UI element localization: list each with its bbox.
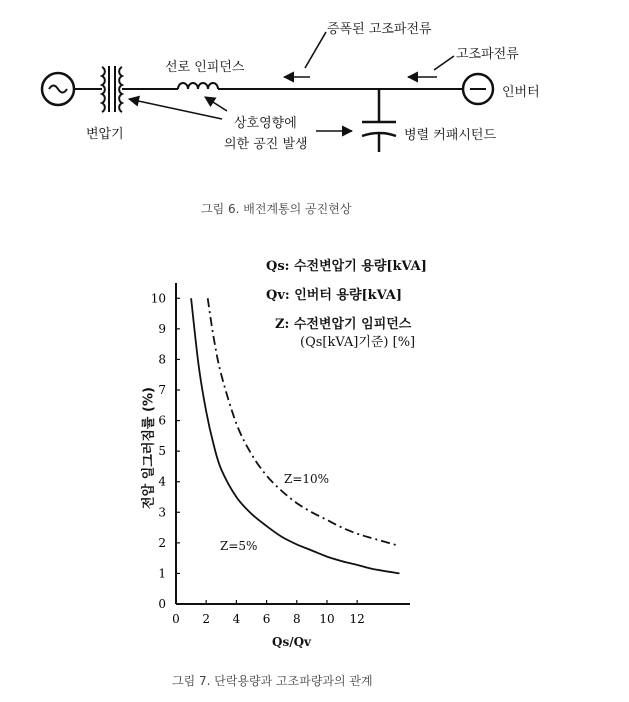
annotation-z10: Z=10% [284,472,330,486]
legend-z: Z: 수전변압기 임피던스 [275,317,412,332]
transformer-label: 변압기 [86,127,124,142]
y-axis-label: 전압 일그러짐률 (%) [141,387,157,509]
interaction-label-line1: 상호영향에 [234,116,297,131]
y-tick-label: 4 [158,474,166,489]
x-tick-label: 12 [349,612,365,626]
line-impedance-label: 선로 인피던스 [165,60,245,75]
interaction-label-line2: 의한 공진 발생 [224,137,308,152]
y-tick-label: 3 [158,505,166,520]
parallel-capacitor-label: 병렬 커패시턴드 [404,128,497,143]
y-tick-label: 6 [158,413,166,428]
legend-qv: Qv: 인버터 용량[kVA] [266,288,402,303]
figure-7-caption: 그림 7. 단락용량과 고조파량과의 관계 [172,674,373,688]
y-tick-label: 0 [158,597,166,611]
x-tick-label: 2 [202,612,211,626]
x-tick-label: 0 [172,612,180,626]
annotation-z5: Z=5% [220,539,258,553]
legend-qs: Qs: 수전변압기 용량[kVA] [266,259,427,274]
y-tick-label: 10 [150,291,166,306]
amplified-harmonic-label: 증폭된 고조파전류 [327,22,432,37]
figure-6-caption: 그림 6. 배전계통의 공진현상 [201,202,352,216]
y-tick-label: 9 [158,321,166,336]
y-tick-label: 8 [158,352,166,367]
x-axis-label: Qs/Qv [272,635,312,649]
y-tick-label: 1 [158,566,166,581]
x-tick-label: 6 [262,612,271,626]
inverter-label: 인버터 [502,85,540,100]
x-tick-label: 8 [292,612,301,626]
legend-z-basis: (Qs[kVA]기준) [%] [300,335,416,350]
y-tick-label: 2 [158,535,166,550]
harmonic-current-label: 고조파전류 [456,47,519,62]
y-tick-label: 7 [158,383,166,397]
x-tick-label: 4 [232,612,241,626]
y-tick-label: 5 [158,444,166,459]
x-tick-label: 10 [319,612,335,626]
